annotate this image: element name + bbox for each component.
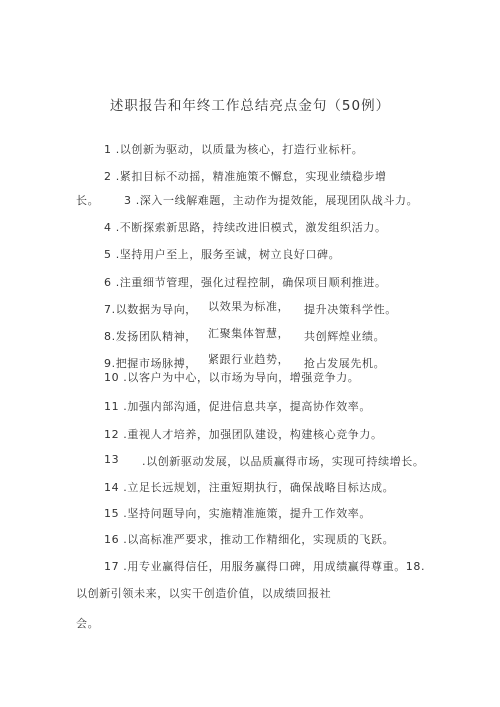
item-13-text: .以创新驱动发展，以品质赢得市场，实现可持续增长。 bbox=[142, 455, 425, 468]
item-7-part-1: 7.以数据为导向， bbox=[104, 303, 197, 316]
item-9-part-1: 9.把握市场脉搏， bbox=[104, 357, 197, 370]
item-8-part-1: 8.发扬团队精神， bbox=[104, 330, 197, 343]
item-10: 10 .以客户为中心，以市场为导向，增强竞争力。 bbox=[104, 371, 360, 384]
item-9-part-3: 抢占发展先机。 bbox=[304, 357, 386, 370]
item-5: 5 .坚持用户至上，服务至诚，树立良好口碑。 bbox=[104, 248, 341, 261]
item-18: 以创新引领未来，以实干创造价值，以成绩回报社 bbox=[76, 587, 332, 600]
item-17: 17 .用专业赢得信任，用服务赢得口碑，用成绩赢得尊重。18. bbox=[104, 560, 426, 573]
item-1: 1 .以创新为驱动，以质量为核心，打造行业标杆。 bbox=[104, 143, 364, 156]
item-3: 3 .深入一线解难题，主动作为提效能，展现团队战斗力。 bbox=[124, 194, 419, 207]
item-16: 16 .以高标准严要求，推动工作精细化，实现质的飞跃。 bbox=[104, 533, 395, 546]
item-7-part-2: 以效果为标准， bbox=[208, 300, 290, 313]
item-11: 11 .加强内部沟通，促进信息共享，提高协作效率。 bbox=[104, 400, 371, 413]
item-8-part-3: 共创辉煌业绩。 bbox=[304, 330, 386, 343]
item-6: 6 .注重细节管理，强化过程控制，确保项目顺利推进。 bbox=[104, 276, 387, 289]
item-14: 14 .立足长远规划，注重短期执行，确保战略目标达成。 bbox=[104, 481, 395, 494]
item-7-part-3: 提升决策科学性。 bbox=[304, 303, 397, 316]
document-title: 述职报告和年终工作总结亮点金句（50例） bbox=[109, 98, 391, 114]
item-8-part-2: 汇聚集体智慧， bbox=[208, 327, 290, 340]
item-13-number: 13 bbox=[104, 453, 120, 466]
item-4: 4 .不断探索新思路，持续改进旧模式，激发组织活力。 bbox=[104, 221, 387, 234]
item-18-continuation: 会。 bbox=[76, 617, 100, 630]
item-9-part-2: 紧跟行业趋势， bbox=[208, 353, 290, 366]
item-2-continuation: 长。 bbox=[76, 194, 100, 207]
item-12: 12 .重视人才培养，加强团队建设，构建核心竞争力。 bbox=[104, 428, 383, 441]
item-2: 2 .紧扣目标不动摇，精准施策不懈怠，实现业绩稳步增 bbox=[104, 170, 387, 183]
item-15: 15 .坚持问题导向，实施精准施策，提升工作效率。 bbox=[104, 507, 371, 520]
